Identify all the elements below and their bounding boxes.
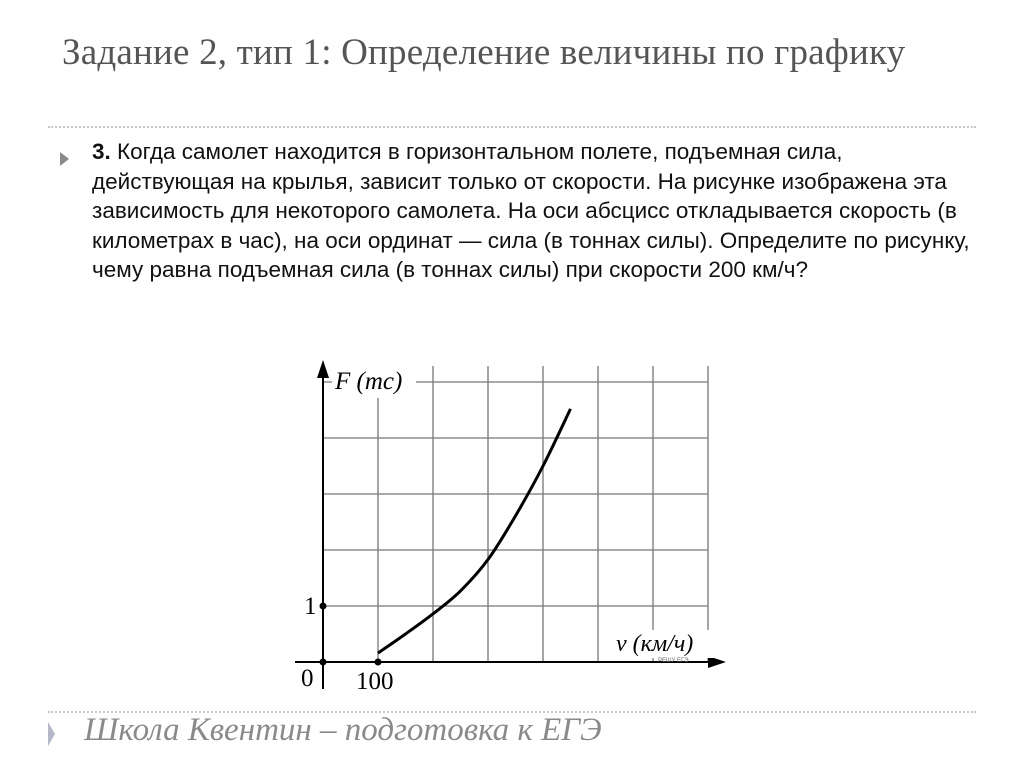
watermark: РЕШУ ЕГЭ: [658, 658, 689, 664]
x-tick-label: 100: [356, 668, 394, 695]
origin-dot: [320, 659, 327, 666]
footer-marker-icon: [48, 722, 55, 746]
problem-text: [92, 137, 972, 285]
footer-text: Школа Квентин – подготовка к ЕГЭ: [84, 712, 602, 748]
problem-number: 3.: [92, 139, 111, 164]
y-tick-label: 1: [304, 593, 317, 620]
slide-title: Задание 2, тип 1: Определение величины по графику: [62, 32, 906, 73]
y-axis-label: F (mc): [335, 368, 403, 395]
y-tick-dot: [320, 603, 327, 610]
bullet-arrow-icon: [60, 152, 69, 166]
force-speed-graph: [280, 352, 730, 697]
origin-label: 0: [301, 665, 314, 692]
y-axis-arrow-icon: [317, 360, 329, 378]
x-tick-dot: [375, 659, 382, 666]
problem-body: Когда самолет находится в горизонтальном полете, подъемная сила, действующая на крылья, зависит только от скорости. На рисунке изображена эта зависимость для некоторого самолета. На оси абсцисс откладывается скорость (в километрах в час), на оси ординат — сила (в тоннах силы). Определите по рисунку, чему равна подъемная сила (в тоннах силы) при скорости 200 км/ч?: [92, 139, 970, 282]
title-divider: [48, 126, 976, 128]
x-axis-label: v (км/ч): [616, 631, 694, 657]
lift-force-curve: [378, 409, 571, 653]
